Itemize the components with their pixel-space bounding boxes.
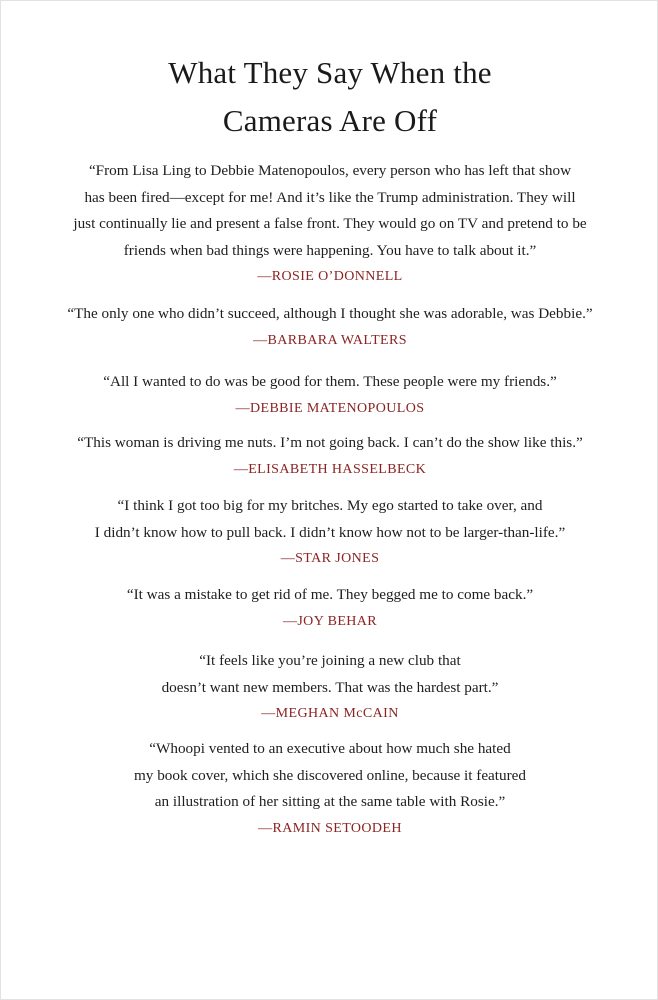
quote-barbara-walters [1, 301, 658, 354]
page-title [1, 49, 658, 145]
title-line-1: What They Say When the [168, 55, 492, 90]
quote-attribution: —ELISABETH HASSELBECK [233, 461, 427, 477]
quote-line: “This woman is driving me nuts. I’m not going back. I can’t do the show like this.” [77, 434, 583, 451]
quote-attribution: —STAR JONES [280, 551, 380, 566]
quote-line: has been fired—except for me! And it’s like the Trump administration. They will [84, 188, 576, 206]
title-line-2: Cameras Are Off [222, 103, 438, 138]
quote-line: “Whoopi vented to an executive about how much she hated [149, 740, 511, 757]
quote-line: “It was a mistake to get rid of me. They begged me to come back.” [126, 586, 534, 603]
quote-meghan-mccain [1, 648, 658, 727]
quote-line: I didn’t know how to pull back. I didn’t know how not to be larger-than-life.” [94, 523, 566, 541]
quote-attribution: —BARBARA WALTERS [253, 332, 407, 348]
quote-attribution: —JOY BEHAR [282, 613, 378, 629]
quote-line: “It feels like you’re joining a new club that [199, 652, 461, 669]
quote-star-jones [1, 493, 658, 572]
quote-line: just continually lie and present a false front. They would go on TV and pretend to be [73, 215, 587, 232]
quote-line: my book cover, which she discovered online, because it featured [133, 766, 527, 784]
quote-line: “From Lisa Ling to Debbie Matenopoulos, every person who has left that show [88, 162, 572, 179]
quote-attribution: —RAMIN SETOODEH [258, 820, 402, 836]
quote-attribution: —DEBBIE MATENOPOULOS [235, 400, 425, 416]
quote-line: “I think I got too big for my britches. My ego started to take over, and [117, 497, 543, 514]
quote-attribution: —MEGHAN McCAIN [261, 706, 399, 721]
quote-attribution: —ROSIE O’DONNELL [257, 269, 403, 284]
quote-elisabeth-hasselbeck [1, 430, 658, 483]
quote-line: “The only one who didn’t succeed, although I thought she was adorable, was Debbie.” [67, 305, 593, 322]
quote-joy-behar [1, 582, 658, 635]
quote-ramin-setoodeh [1, 736, 658, 842]
quote-line: an illustration of her sitting at the same table with Rosie.” [154, 793, 506, 810]
quote-line: friends when bad things were happening. You have to talk about it.” [123, 241, 537, 259]
quote-debbie-matenopoulos [1, 369, 658, 422]
quote-line: doesn’t want new members. That was the hardest part.” [161, 678, 499, 696]
quote-line: “All I wanted to do was be good for them. These people were my friends.” [103, 373, 557, 390]
quote-rosie-odonnell [1, 158, 658, 290]
